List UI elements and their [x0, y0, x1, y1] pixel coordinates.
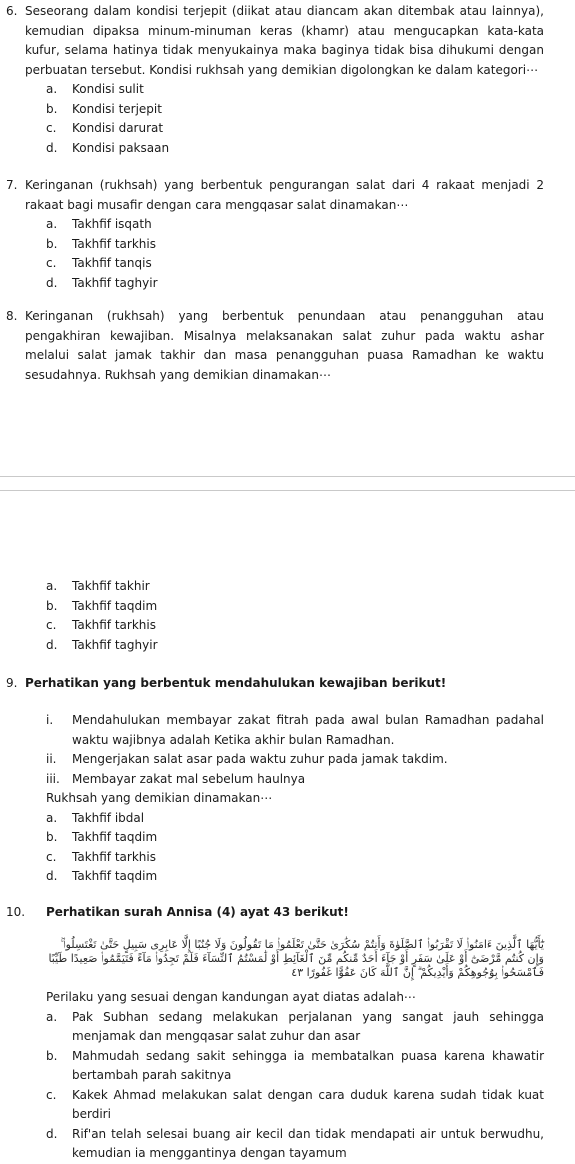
question-text: Keringanan (rukhsah) yang berbentuk penundaan atau penangguhan atau pengakhiran kewajiban. Misalnya melaksanakan salat zuhur pada waktu ashar melalui salat jamak takhir dan masa penangguhan puasa Ramadhan ke waktu sesudahnya. Rukhsah yang demikian dinamakan⋯ [25, 309, 544, 382]
option-d[interactable]: d. Kondisi paksaan [46, 140, 170, 155]
question-8-options [0, 577, 575, 655]
question-number: 7. [6, 178, 18, 192]
question-9-body [0, 711, 575, 887]
statement-item: ii. Mengerjakan salat asar pada waktu zuhur pada jamak takdim. [46, 752, 448, 766]
question-9 [0, 674, 575, 694]
question-10 [0, 903, 575, 923]
option-c[interactable]: c. Kakek Ahmad melakukan salat dengan cara duduk karena sudah tidak kuat berdiri [46, 1087, 544, 1121]
question-stem [0, 2, 575, 80]
option-d[interactable]: d. Takhfif taghyir [46, 275, 158, 290]
question-prompt: Rukhsah yang demikian dinamakan⋯ [46, 791, 273, 805]
option-b[interactable]: b. Takhfif taqdim [46, 830, 158, 844]
question-stem [0, 307, 575, 385]
option-d[interactable]: d. Rif'an telah selesai buang air kecil dan tidak mendapati air untuk berwudhu, kemudian ia menggantinya dengan tayamum [46, 1126, 544, 1160]
page-break-bottom [0, 490, 575, 491]
option-c[interactable]: c. Takhfif tarkhis [46, 618, 156, 632]
question-number: 10. [6, 905, 26, 919]
question-8 [0, 307, 575, 385]
option-a[interactable]: a. Kondisi sulit [46, 82, 144, 96]
option-d[interactable]: d. Takhfif taghyir [46, 637, 158, 652]
option-a[interactable]: a. Takhfif isqath [46, 217, 152, 231]
question-number: 6. [6, 4, 18, 18]
option-d[interactable]: d. Takhfif taqdim [46, 869, 158, 883]
option-a[interactable]: a. Takhfif takhir [46, 579, 150, 593]
option-b[interactable]: b. Kondisi terjepit [46, 101, 162, 116]
question-number: 9. [6, 676, 18, 690]
option-c[interactable]: c. Takhfif tanqis [46, 256, 152, 270]
question-7 [0, 176, 575, 293]
option-a[interactable]: a. Takhfif ibdal [46, 810, 145, 825]
question-number: 8. [6, 309, 18, 323]
option-b[interactable]: b. Takhfif taqdim [46, 598, 158, 613]
question-text: Perhatikan yang berbentuk mendahulukan kewajiban berikut! [25, 676, 447, 690]
question-6 [0, 2, 575, 158]
question-stem [0, 176, 575, 215]
question-stem [0, 674, 575, 694]
option-c[interactable]: c. Kondisi darurat [46, 121, 164, 135]
statement-item: i. Mendahulukan membayar zakat fitrah pada awal bulan Ramadhan padahal waktu wajibnya adalah Ketika akhir bulan Ramadhan. [46, 713, 544, 747]
question-text: Perhatikan surah Annisa (4) ayat 43 berikut! [46, 905, 349, 919]
option-a[interactable]: a. Pak Subhan sedang melakukan perjalanan yang sangat jauh sehingga menjamak dan mengqasar salat zuhur dan asar [46, 1009, 544, 1043]
question-text: Keringanan (rukhsah) yang berbentuk pengurangan salat dari 4 rakaat menjadi 2 rakaat bagi musafir dengan cara mengqasar salat dinamakan⋯ [25, 178, 544, 212]
option-b[interactable]: b. Takhfif tarkhis [46, 236, 156, 251]
question-10-body [0, 988, 575, 1164]
quran-verse: يَٰٓأَيُّهَا ٱلَّذِينَ ءَامَنُوا۟ لَا تَقْرَبُوا۟ ٱلصَّلَوٰةَ وَأَنتُمْ سُكَٰرَىٰ حَتَّىٰ تَعْلَمُوا۟ مَا تَقُولُونَ وَلَا جُنُبًا إِلَّا عَابِرِى سَبِيلٍ حَتَّىٰ تَغْتَسِلُوا۟ ۚ وَإِن كُنتُم مَّرْضَىٰٓ أَوْ عَلَىٰ سَفَرٍ أَوْ جَآءَ أَحَدٌ مِّنكُم مِّنَ ٱلْغَآئِطِ أَوْ لَٰمَسْتُمُ ٱلنِّسَآءَ فَلَمْ تَجِدُوا۟ مَآءً فَتَيَمَّمُوا۟ صَعِيدًا طَيِّبًا فَٱمْسَحُوا۟ بِوُجُوهِكُمْ وَأَيْدِيكُمْ ۗ إِنَّ ٱللَّهَ كَانَ عَفُوًّا غَفُورًا ٤٣ [48, 938, 544, 979]
statement-item: iii. Membayar zakat mal sebelum haulnya [46, 771, 306, 786]
option-b[interactable]: b. Mahmudah sedang sakit sehingga ia membatalkan puasa karena khawatir bertambah parah sakitnya [46, 1048, 544, 1082]
question-prompt: Perilaku yang sesuai dengan kandungan ayat diatas adalah⋯ [46, 990, 416, 1004]
question-text: Seseorang dalam kondisi terjepit (diikat atau diancam akan ditembak atau lainnya), kemudian dipaksa minum-minuman keras (khamr) atau mengucapkan kata-kata kufur, selama hatinya tidak menyukainya maka baginya tidak bisa dihukumi dengan perbuatan tersebut. Kondisi rukhsah yang demikian digolongkan ke dalam kategori⋯ [25, 4, 544, 77]
question-stem [0, 903, 575, 923]
option-c[interactable]: c. Takhfif tarkhis [46, 849, 156, 864]
page-gap [0, 477, 575, 556]
